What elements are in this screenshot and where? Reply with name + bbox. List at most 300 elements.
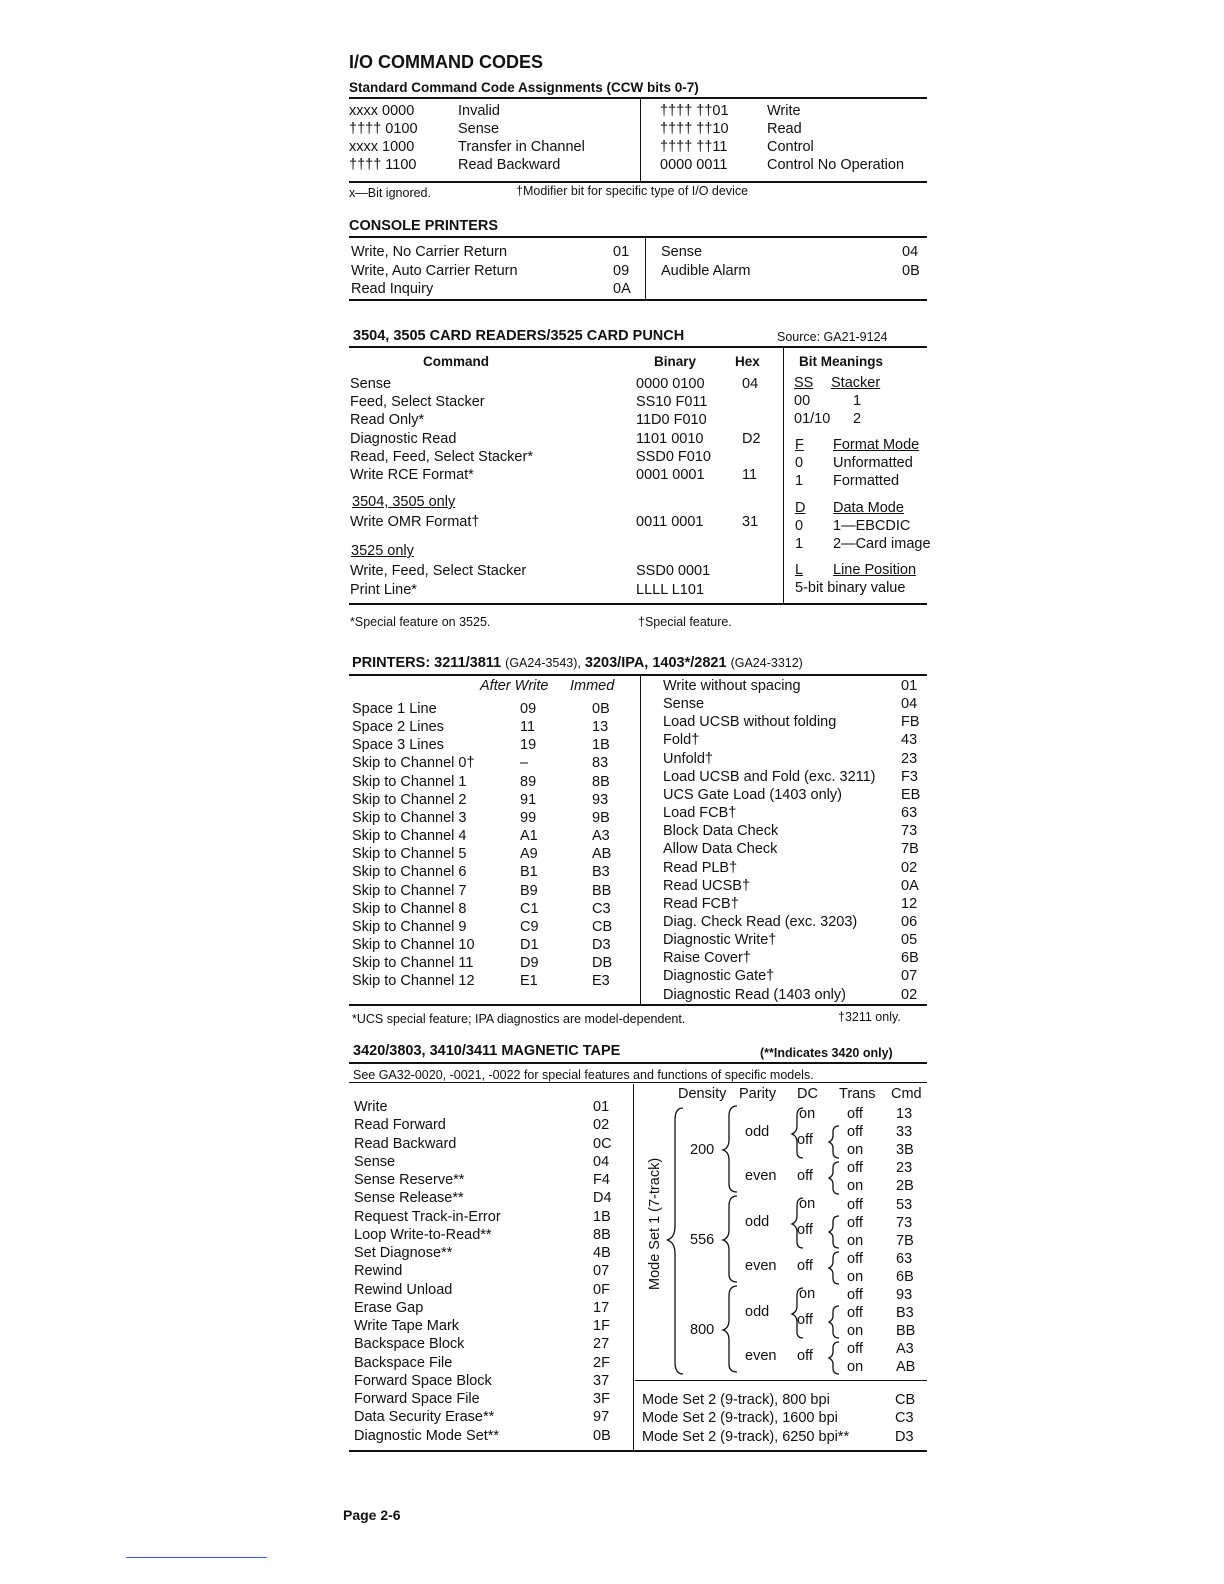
tape-trans: on bbox=[847, 1232, 864, 1249]
printers-note2: †3211 only. bbox=[838, 1010, 901, 1024]
rule bbox=[349, 1004, 927, 1006]
tape-mode2-code: D3 bbox=[895, 1428, 914, 1445]
tape-trans: off bbox=[847, 1305, 863, 1322]
printer-immed: E3 bbox=[592, 973, 610, 990]
std-name: Sense bbox=[458, 121, 500, 137]
card-omr-hex: 31 bbox=[742, 514, 759, 530]
console-name: Write, Auto Carrier Return bbox=[351, 262, 518, 279]
tape-cmd: 93 bbox=[896, 1287, 913, 1303]
tape-cmd: 3B bbox=[896, 1142, 914, 1159]
printer-after: C9 bbox=[520, 918, 539, 935]
tape-trans: off bbox=[847, 1214, 863, 1231]
printer-op: Space 2 Lines bbox=[352, 719, 444, 736]
card-hex: 04 bbox=[742, 376, 759, 392]
printer-op: Space 1 Line bbox=[352, 701, 437, 717]
printer-code: 6B bbox=[901, 950, 919, 967]
printer-op: Allow Data Check bbox=[663, 841, 778, 858]
tape-op: Backspace Block bbox=[354, 1336, 465, 1353]
printer-op: Diagnostic Read (1403 only) bbox=[663, 986, 846, 1003]
tape-dc-off-6: off bbox=[797, 1348, 813, 1364]
printer-op: Read PLB† bbox=[663, 859, 738, 876]
printer-immed: DB bbox=[592, 955, 613, 972]
bits-d-k0: 0 bbox=[795, 518, 804, 534]
tape-mode2-name: Mode Set 2 (9-track), 1600 bpi bbox=[642, 1410, 838, 1427]
console-code: 04 bbox=[902, 244, 919, 260]
tape-code: 0C bbox=[593, 1135, 612, 1152]
printer-op: Unfold† bbox=[663, 750, 713, 767]
printers-col-immed: Immed bbox=[570, 678, 615, 694]
bits-f-v0: Unformatted bbox=[833, 455, 913, 471]
printer-code: 0A bbox=[901, 877, 919, 894]
tape-op: Set Diagnose** bbox=[354, 1245, 453, 1261]
printer-code: 06 bbox=[901, 913, 918, 930]
bits-f-label: Format Mode bbox=[833, 437, 920, 453]
console-heading: CONSOLE PRINTERS bbox=[349, 218, 499, 234]
bits-f-k0: 0 bbox=[795, 455, 804, 471]
tape-trans: off bbox=[847, 1250, 863, 1267]
card-col-binary: Binary bbox=[654, 354, 697, 369]
std-code: †††† 1100 bbox=[349, 157, 417, 173]
console-code: 0A bbox=[613, 281, 631, 297]
std-name: Transfer in Channel bbox=[458, 139, 585, 155]
bits-f-key: F bbox=[795, 437, 804, 453]
tape-code: 8B bbox=[593, 1226, 611, 1243]
printer-op: Skip to Channel 5 bbox=[352, 846, 467, 863]
tape-trans: on bbox=[847, 1323, 864, 1340]
card-sub-3504: 3504, 3505 only bbox=[352, 494, 456, 510]
tape-cmd: 7B bbox=[896, 1232, 914, 1249]
card-omr-cmd: Write OMR Format† bbox=[350, 514, 480, 530]
printer-code: FB bbox=[901, 714, 920, 731]
std-code: †††† ††10 bbox=[660, 121, 729, 137]
std-heading: Standard Command Code Assignments (CCW bits 0-7) bbox=[349, 80, 699, 95]
card-heading: 3504, 3505 CARD READERS/3525 CARD PUNCH bbox=[353, 328, 685, 344]
rule bbox=[349, 674, 927, 676]
printer-after: 19 bbox=[520, 737, 537, 754]
tape-code: 1F bbox=[593, 1318, 610, 1334]
rule bbox=[349, 603, 927, 605]
tape-hdr-cmd: Cmd bbox=[891, 1086, 922, 1102]
tape-op: Rewind bbox=[354, 1263, 403, 1280]
printer-op: Read FCB† bbox=[663, 895, 739, 912]
tape-code: 27 bbox=[593, 1336, 610, 1353]
card-source: Source: GA21-9124 bbox=[777, 330, 888, 344]
printer-immed: 1B bbox=[592, 737, 610, 754]
divider bbox=[645, 238, 646, 299]
console-name: Read Inquiry bbox=[351, 281, 434, 297]
tape-mode1-label: Mode Set 1 (7-track) bbox=[647, 1157, 663, 1290]
bits-d-v1: 2—Card image bbox=[833, 536, 931, 552]
tape-op: Write bbox=[354, 1099, 388, 1115]
tape-op: Request Track-in-Error bbox=[354, 1208, 501, 1225]
printer-after: 11 bbox=[520, 719, 536, 736]
tape-trans: off bbox=[847, 1287, 863, 1303]
printer-after: C1 bbox=[520, 900, 539, 917]
card-note2: †Special feature. bbox=[638, 615, 732, 629]
bits-f-v1: Formatted bbox=[833, 473, 900, 489]
printer-code: F3 bbox=[901, 768, 918, 785]
printers-heading bbox=[352, 655, 803, 671]
tape-op: Erase Gap bbox=[354, 1299, 424, 1316]
printer-after: B1 bbox=[520, 864, 538, 881]
tape-code: F4 bbox=[593, 1172, 610, 1188]
tape-op: Sense bbox=[354, 1153, 396, 1170]
printer-op: Skip to Channel 10 bbox=[352, 936, 475, 953]
tape-dc-off-3: off bbox=[797, 1222, 813, 1238]
tape-density-800: 800 bbox=[690, 1322, 715, 1338]
printer-op: Skip to Channel 2 bbox=[352, 791, 467, 808]
printer-op: Load UCSB without folding bbox=[663, 714, 837, 731]
tape-op: Read Forward bbox=[354, 1117, 446, 1134]
printer-immed: 83 bbox=[592, 755, 609, 772]
card-bin: SSD0 0001 bbox=[636, 563, 711, 579]
tape-hdr-dc: DC bbox=[797, 1086, 818, 1102]
printer-code: 73 bbox=[901, 823, 918, 840]
brace-off-556a bbox=[829, 1216, 839, 1248]
card-cmd: Read, Feed, Select Stacker* bbox=[350, 448, 533, 465]
tape-cmd: AB bbox=[896, 1359, 916, 1376]
brace-off-800a bbox=[829, 1306, 839, 1338]
tape-parity-odd-2: odd bbox=[745, 1214, 770, 1230]
tape-trans: off bbox=[847, 1160, 863, 1177]
std-code: †††† ††11 bbox=[660, 139, 728, 155]
printer-op: Load UCSB and Fold (exc. 3211) bbox=[663, 768, 876, 785]
std-note-modifier: †Modifier bit for specific type of I/O device bbox=[516, 184, 749, 198]
card-col-hex: Hex bbox=[735, 354, 760, 369]
printer-immed: AB bbox=[592, 846, 612, 863]
tape-op: Sense Release** bbox=[354, 1190, 464, 1207]
std-code: †††† ††01 bbox=[660, 103, 729, 119]
card-omr-bin: 0011 0001 bbox=[636, 514, 704, 530]
bits-ss-k1: 01/10 bbox=[794, 411, 831, 427]
printers-heading-c: 3203/IPA, 1403*/2821 bbox=[584, 655, 727, 671]
printer-op: Skip to Channel 0† bbox=[352, 755, 475, 772]
printer-immed: 0B bbox=[592, 701, 610, 717]
card-bin: 0000 0100 bbox=[636, 376, 705, 392]
rule bbox=[349, 1450, 927, 1452]
bits-ss-v1: 2 bbox=[853, 411, 862, 427]
console-code: 09 bbox=[613, 262, 630, 279]
tape-op: Write Tape Mark bbox=[354, 1318, 460, 1334]
tape-trans: on bbox=[847, 1178, 864, 1195]
tape-cmd: 6B bbox=[896, 1268, 914, 1285]
printer-op: Skip to Channel 12 bbox=[352, 973, 475, 990]
bits-d-key: D bbox=[795, 500, 806, 516]
bits-ss-v0: 1 bbox=[853, 393, 862, 409]
tape-dc-off-1: off bbox=[797, 1132, 813, 1148]
printers-col-after: After Write bbox=[480, 678, 549, 694]
card-cmd: Sense bbox=[350, 376, 392, 392]
printer-code: 01 bbox=[901, 678, 918, 694]
tape-trans: on bbox=[847, 1268, 864, 1285]
tape-trans: off bbox=[847, 1106, 863, 1122]
tape-hdr-trans: Trans bbox=[839, 1086, 876, 1102]
printer-op: Skip to Channel 4 bbox=[352, 828, 467, 845]
tape-cmd: BB bbox=[896, 1323, 916, 1340]
tape-code: 1B bbox=[593, 1208, 611, 1225]
console-name: Sense bbox=[661, 244, 703, 260]
printer-op: Fold† bbox=[663, 732, 700, 749]
tape-op: Sense Reserve** bbox=[354, 1172, 465, 1188]
tape-op: Forward Space Block bbox=[354, 1372, 492, 1389]
printer-immed: 8B bbox=[592, 773, 610, 790]
printer-op: Skip to Channel 9 bbox=[352, 918, 467, 935]
std-note-x: x—Bit ignored. bbox=[349, 186, 431, 200]
printer-op: Skip to Channel 6 bbox=[352, 864, 467, 881]
rule bbox=[349, 97, 927, 99]
tape-hdr-density: Density bbox=[678, 1086, 727, 1102]
tape-code: 2F bbox=[593, 1354, 610, 1371]
divider bbox=[783, 348, 784, 604]
tape-cmd: 13 bbox=[896, 1106, 913, 1122]
std-code: xxxx 1000 bbox=[349, 139, 415, 155]
std-name: Invalid bbox=[458, 103, 500, 119]
tape-mode2-code: CB bbox=[895, 1392, 916, 1408]
console-code: 0B bbox=[902, 262, 920, 279]
card-cmd: Read Only* bbox=[350, 412, 425, 429]
tape-see: See GA32-0020, -0021, -0022 for special features and functions of specific models. bbox=[353, 1068, 814, 1082]
bits-f-k1: 1 bbox=[795, 473, 804, 489]
printer-op: Raise Cover† bbox=[663, 950, 751, 967]
printer-op: Skip to Channel 3 bbox=[352, 809, 467, 826]
card-cmd: Feed, Select Stacker bbox=[350, 394, 485, 411]
printer-immed: 93 bbox=[592, 791, 609, 808]
printers-heading-b: (GA24-3543), bbox=[505, 656, 581, 670]
printer-code: EB bbox=[901, 786, 921, 803]
tape-code: 17 bbox=[593, 1299, 610, 1316]
bits-l-value: 5-bit binary value bbox=[795, 580, 906, 596]
printer-code: 63 bbox=[901, 805, 918, 822]
tape-trans: off bbox=[847, 1196, 863, 1213]
printer-op: Skip to Channel 7 bbox=[352, 882, 467, 899]
std-name: Control bbox=[767, 139, 814, 155]
tape-mode2-code: C3 bbox=[895, 1410, 914, 1427]
printers-heading-a: PRINTERS: 3211/3811 bbox=[352, 655, 502, 671]
card-cmd: Write, Feed, Select Stacker bbox=[350, 563, 527, 579]
page-title: I/O COMMAND CODES bbox=[349, 52, 544, 72]
std-name: Read bbox=[767, 121, 802, 137]
printer-op: Write without spacing bbox=[663, 678, 801, 694]
card-bin: SS10 F011 bbox=[636, 394, 708, 411]
printer-after: E1 bbox=[520, 973, 538, 990]
tape-parity-odd-3: odd bbox=[745, 1304, 770, 1320]
brace-off-800b bbox=[829, 1342, 839, 1374]
tape-cmd: 33 bbox=[896, 1124, 913, 1141]
printer-op: UCS Gate Load (1403 only) bbox=[663, 786, 842, 803]
tape-indicates: (**Indicates 3420 only) bbox=[760, 1046, 893, 1060]
brace-556 bbox=[723, 1196, 737, 1282]
printer-code: 02 bbox=[901, 986, 918, 1003]
tape-parity-even-1: even bbox=[745, 1168, 777, 1184]
tape-code: 04 bbox=[593, 1153, 610, 1170]
printer-immed: BB bbox=[592, 882, 612, 899]
card-hex: D2 bbox=[742, 430, 761, 447]
printer-immed: CB bbox=[592, 918, 613, 935]
printer-op: Skip to Channel 1 bbox=[352, 773, 467, 790]
bits-d-label: Data Mode bbox=[833, 500, 904, 516]
tape-code: 3F bbox=[593, 1391, 610, 1407]
console-name: Write, No Carrier Return bbox=[351, 244, 508, 260]
card-cmd: Print Line* bbox=[350, 581, 417, 598]
brace-mode1 bbox=[667, 1108, 683, 1374]
tape-op: Backspace File bbox=[354, 1354, 453, 1371]
tape-hdr-parity: Parity bbox=[739, 1086, 777, 1102]
tape-op: Data Security Erase** bbox=[354, 1409, 495, 1426]
printer-after: D9 bbox=[520, 955, 539, 972]
printer-op: Skip to Channel 11 bbox=[352, 955, 474, 972]
std-name: Control No Operation bbox=[767, 157, 905, 173]
tape-mode2-name: Mode Set 2 (9-track), 800 bpi bbox=[642, 1392, 830, 1408]
card-hex: 11 bbox=[742, 467, 758, 483]
std-code: †††† 0100 bbox=[349, 121, 418, 137]
tape-cmd: 63 bbox=[896, 1250, 913, 1267]
tape-code: 97 bbox=[593, 1409, 610, 1426]
printer-immed: 9B bbox=[592, 809, 610, 826]
rule bbox=[349, 1082, 927, 1083]
printer-after: 09 bbox=[520, 701, 537, 717]
tape-mode2-name: Mode Set 2 (9-track), 6250 bpi** bbox=[642, 1428, 850, 1445]
printer-immed: C3 bbox=[592, 900, 611, 917]
printer-code: 12 bbox=[901, 895, 918, 912]
printer-op: Sense bbox=[663, 696, 705, 713]
brace-off-200a bbox=[829, 1126, 839, 1158]
card-bin: 11D0 F010 bbox=[636, 412, 707, 429]
tape-code: D4 bbox=[593, 1190, 612, 1207]
card-cmd: Diagnostic Read bbox=[350, 430, 457, 447]
printers-note1: *UCS special feature; IPA diagnostics are model-dependent. bbox=[352, 1012, 686, 1026]
printer-op: Space 3 Lines bbox=[352, 737, 444, 754]
bits-ss-label: Stacker bbox=[831, 375, 881, 391]
tape-dc-on-2: on bbox=[799, 1196, 816, 1212]
tape-dc-off-4: off bbox=[797, 1258, 813, 1274]
card-col-command: Command bbox=[423, 354, 490, 369]
tape-dc-on-3: on bbox=[799, 1286, 816, 1302]
tape-parity-odd-1: odd bbox=[745, 1124, 770, 1140]
printer-op: Read UCSB† bbox=[663, 877, 751, 894]
printer-immed: 13 bbox=[592, 719, 609, 736]
printer-after: A1 bbox=[520, 828, 538, 845]
tape-density-200: 200 bbox=[690, 1142, 715, 1158]
tape-code: 07 bbox=[593, 1263, 610, 1280]
tape-dc-off-2: off bbox=[797, 1168, 813, 1184]
tape-heading: 3420/3803, 3410/3411 MAGNETIC TAPE bbox=[353, 1043, 621, 1059]
card-note1: *Special feature on 3525. bbox=[350, 615, 491, 629]
printer-after: 99 bbox=[520, 809, 537, 826]
tape-code: 01 bbox=[593, 1099, 610, 1115]
tape-op: Diagnostic Mode Set** bbox=[354, 1427, 500, 1444]
tape-op: Forward Space File bbox=[354, 1391, 480, 1407]
printer-op: Skip to Channel 8 bbox=[352, 900, 467, 917]
card-cmd: Write RCE Format* bbox=[350, 467, 474, 483]
tape-op: Loop Write-to-Read** bbox=[354, 1226, 492, 1243]
tape-code: 0F bbox=[593, 1281, 610, 1298]
printer-immed: D3 bbox=[592, 936, 611, 953]
printer-code: 07 bbox=[901, 968, 918, 985]
rule bbox=[349, 236, 927, 238]
printer-after: – bbox=[520, 755, 529, 772]
printer-code: 05 bbox=[901, 932, 918, 949]
card-bin: 0001 0001 bbox=[636, 467, 705, 483]
card-bin: 1101 0010 bbox=[636, 430, 704, 447]
divider bbox=[640, 676, 641, 1004]
tape-op: Rewind Unload bbox=[354, 1281, 453, 1298]
footer-link-line bbox=[126, 1557, 267, 1558]
tape-cmd: 23 bbox=[896, 1160, 913, 1177]
tape-code: 37 bbox=[593, 1372, 610, 1389]
printer-after: B9 bbox=[520, 882, 538, 899]
tape-op: Read Backward bbox=[354, 1135, 457, 1152]
tape-trans: off bbox=[847, 1124, 863, 1141]
rule bbox=[349, 1062, 927, 1064]
printer-code: 04 bbox=[901, 696, 918, 713]
printer-op: Diag. Check Read (exc. 3203) bbox=[663, 913, 858, 930]
card-bin: LLLL L101 bbox=[636, 581, 705, 598]
rule bbox=[635, 1380, 927, 1381]
tape-cmd: 2B bbox=[896, 1178, 914, 1195]
tape-dc-on-1: on bbox=[799, 1106, 816, 1122]
tape-cmd: A3 bbox=[896, 1341, 914, 1358]
printer-op: Diagnostic Gate† bbox=[663, 968, 775, 985]
bits-l-key: L bbox=[795, 562, 804, 578]
tape-trans: on bbox=[847, 1359, 864, 1376]
tape-density-556: 556 bbox=[690, 1232, 715, 1248]
std-code: 0000 0011 bbox=[660, 157, 728, 173]
console-code: 01 bbox=[613, 244, 630, 260]
page-number: Page 2-6 bbox=[343, 1507, 401, 1523]
brace-200 bbox=[723, 1106, 737, 1192]
printer-op: Block Data Check bbox=[663, 823, 779, 840]
printer-after: A9 bbox=[520, 846, 538, 863]
tape-cmd: 53 bbox=[896, 1196, 913, 1213]
brace-off-556b bbox=[829, 1252, 839, 1284]
tape-cmd: B3 bbox=[896, 1305, 914, 1322]
console-name: Audible Alarm bbox=[661, 262, 751, 279]
rule bbox=[349, 299, 927, 301]
divider bbox=[640, 99, 641, 181]
brace-800 bbox=[723, 1286, 737, 1372]
tape-cmd: 73 bbox=[896, 1214, 913, 1231]
card-sub-3525: 3525 only bbox=[351, 543, 414, 559]
tape-code: 02 bbox=[593, 1117, 610, 1134]
printer-after: D1 bbox=[520, 936, 539, 953]
card-bin: SSD0 F010 bbox=[636, 448, 711, 465]
tape-parity-even-3: even bbox=[745, 1348, 777, 1364]
printer-after: 91 bbox=[520, 791, 537, 808]
bits-l-label: Line Position bbox=[833, 562, 917, 578]
printer-op: Load FCB† bbox=[663, 805, 737, 822]
tape-code: 0B bbox=[593, 1427, 611, 1444]
printer-code: 23 bbox=[901, 750, 918, 767]
std-name: Read Backward bbox=[458, 157, 561, 173]
printer-code: 7B bbox=[901, 841, 919, 858]
bits-ss-key: SS bbox=[794, 375, 814, 391]
tape-code: 4B bbox=[593, 1245, 611, 1261]
std-code: xxxx 0000 bbox=[349, 103, 415, 119]
tape-trans: on bbox=[847, 1142, 864, 1159]
printer-immed: B3 bbox=[592, 864, 610, 881]
printers-heading-d: (GA24-3312) bbox=[730, 656, 803, 670]
bits-d-v0: 1—EBCDIC bbox=[833, 518, 911, 534]
tape-dc-off-5: off bbox=[797, 1312, 813, 1328]
printer-after: 89 bbox=[520, 773, 537, 790]
card-col-bits: Bit Meanings bbox=[799, 354, 884, 369]
printer-code: 02 bbox=[901, 859, 918, 876]
rule bbox=[349, 346, 927, 348]
printer-op: Diagnostic Write† bbox=[663, 932, 777, 949]
brace-off-200b bbox=[829, 1162, 839, 1194]
tape-braces bbox=[633, 1100, 933, 1380]
std-name: Write bbox=[767, 103, 801, 119]
